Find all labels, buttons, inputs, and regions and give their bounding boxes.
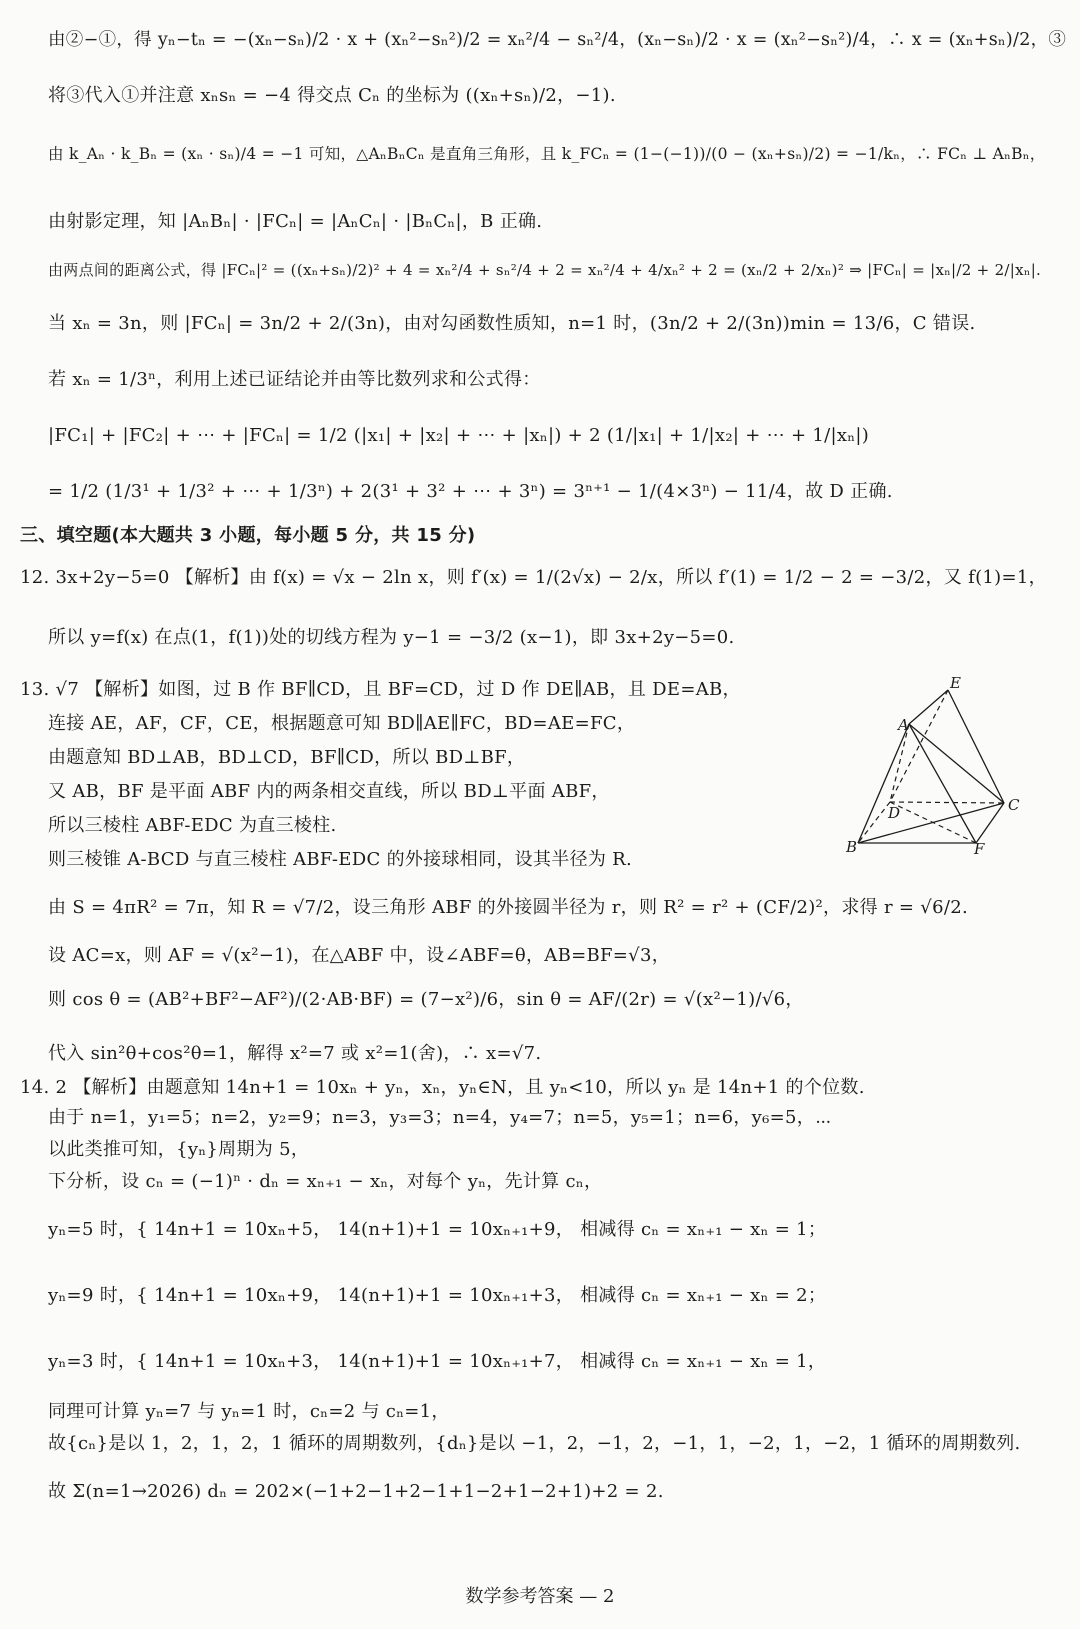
q13-line-5: 所以三棱柱 ABF-EDC 为直三棱柱. [48, 815, 337, 836]
q13-line-7: 由 S = 4πR² = 7π，知 R = √7/2，设三角形 ABF 的外接圆半径为 r，则 R² = r² + (CF/2)²，求得 r = √6/2. [48, 897, 968, 918]
q14-line-7: yₙ=3 时，{ 14n+1 = 10xₙ+3， 14(n+1)+1 = 10xₙ₊₁+7， 相减得 cₙ = xₙ₊₁ − xₙ = 1， [48, 1351, 827, 1372]
q13-line-4: 又 AB，BF 是平面 ABF 内的两条相交直线，所以 BD⊥平面 ABF， [48, 781, 610, 802]
q14-line-3: 以此类推可知，{yₙ}周期为 5， [48, 1139, 310, 1160]
vertex-label-b: B [846, 838, 858, 856]
q13-line-9: 则 cos θ = (AB²+BF²−AF²)/(2·AB·BF) = (7−x²)/6，sin θ = AF/(2r) = √(x²−1)/√6， [48, 989, 804, 1010]
vertex-label-e: E [950, 674, 961, 692]
vertex-label-c: C [1008, 796, 1020, 814]
vertex-label-a: A [898, 716, 909, 734]
q13-line-8: 设 AC=x，则 AF = √(x²−1)，在△ABF 中，设∠ABF=θ，AB=BF=√3， [48, 945, 671, 966]
section-title: 三、填空题(本大题共 3 小题，每小题 5 分，共 15 分) [20, 525, 476, 546]
q14-line-8: 同理可计算 yₙ=7 与 yₙ=1 时，cₙ=2 与 cₙ=1， [48, 1401, 450, 1422]
derivation-line-6: 当 xₙ = 3n，则 |FCₙ| = 3n/2 + 2/(3n)，由对勾函数性质知，n=1 时，(3n/2 + 2/(3n))min = 13/6，C 错误. [48, 313, 976, 334]
vertex-label-d: D [888, 804, 901, 822]
derivation-line-9: = 1/2 (1/3¹ + 1/3² + ⋯ + 1/3ⁿ) + 2(3¹ + 3² + ⋯ + 3ⁿ) = 3ⁿ⁺¹ − 1/(4×3ⁿ) − 11/4，故 D 正确. [48, 481, 893, 502]
derivation-line-3: 由 k_Aₙ · k_Bₙ = (xₙ · sₙ)/4 = −1 可知，△AₙBₙCₙ 是直角三角形，且 k_FCₙ = (1−(−1))/(0 − (xₙ+sₙ)/2) = −1/kₙ，∴ FCₙ ⊥ AₙBₙ， [48, 145, 1046, 163]
q14-line-10: 故 Σ(n=1→2026) dₙ = 202×(−1+2−1+2−1+1−2+1−2+1)+2 = 2. [48, 1481, 664, 1502]
q14-line-5: yₙ=5 时，{ 14n+1 = 10xₙ+5， 14(n+1)+1 = 10xₙ₊₁+9， 相减得 cₙ = xₙ₊₁ − xₙ = 1； [48, 1219, 827, 1240]
vertex-label-f: F [974, 840, 985, 858]
prism-figure [846, 674, 1063, 885]
q12-line-2: 所以 y=f(x) 在点(1，f(1))处的切线方程为 y−1 = −3/2 (x−1)，即 3x+2y−5=0. [48, 627, 735, 648]
derivation-line-4: 由射影定理，知 |AₙBₙ| · |FCₙ| = |AₙCₙ| · |BₙCₙ|，B 正确. [48, 211, 543, 232]
q13-line-1: 13. √7 【解析】如图，过 B 作 BF∥CD，且 BF=CD，过 D 作 DE∥AB，且 DE=AB， [20, 679, 741, 700]
q14-line-2: 由于 n=1，y₁=5；n=2，y₂=9；n=3，y₃=3；n=4，y₄=7；n=5，y₅=1；n=6，y₆=5，⋯ [48, 1107, 832, 1128]
q12-line-1: 12. 3x+2y−5=0 【解析】由 f(x) = √x − 2ln x，则 f′(x) = 1/(2√x) − 2/x，所以 f′(1) = 1/2 − 2 = −3/2，又 f(1)=1， [20, 567, 1047, 588]
q13-line-10: 代入 sin²θ+cos²θ=1，解得 x²=7 或 x²=1(舍)，∴ x=√7. [48, 1043, 542, 1064]
derivation-line-5: 由两点间的距离公式，得 |FCₙ|² = ((xₙ+sₙ)/2)² + 4 = xₙ²/4 + sₙ²/4 + 2 = xₙ²/4 + 4/xₙ² + 2 = (xₙ/2 + 2/xₙ)² ⇒ |FCₙ| = |xₙ|/2 + 2/|xₙ|. [48, 261, 1042, 279]
q14-line-9: 故{cₙ}是以 1，2，1，2，1 循环的周期数列，{dₙ}是以 −1，2，−1，2，−1，1，−2，1，−2，1 循环的周期数列. [48, 1433, 1021, 1454]
derivation-line-7: 若 xₙ = 1/3ⁿ，利用上述已证结论并由等比数列求和公式得： [48, 369, 541, 390]
derivation-line-1: 由②−①，得 yₙ−tₙ = −(xₙ−sₙ)/2 · x + (xₙ²−sₙ²)/2 = xₙ²/4 − sₙ²/4，(xₙ−sₙ)/2 · x = (xₙ²−sₙ²)/4，∴ x = (xₙ+sₙ)/2，③ [48, 30, 1067, 50]
q13-line-6: 则三棱锥 A-BCD 与直三棱柱 ABF-EDC 的外接球相同，设其半径为 R. [48, 849, 633, 870]
page-footer: 数学参考答案 — 2 [465, 1586, 615, 1607]
q14-line-1: 14. 2 【解析】由题意知 14n+1 = 10xₙ + yₙ，xₙ，yₙ∈N，且 yₙ<10，所以 yₙ 是 14n+1 的个位数. [20, 1077, 865, 1098]
derivation-line-8: |FC₁| + |FC₂| + ⋯ + |FCₙ| = 1/2 (|x₁| + |x₂| + ⋯ + |xₙ|) + 2 (1/|x₁| + 1/|x₂| + ⋯ + 1/|xₙ|) [48, 425, 870, 446]
q13-line-2: 连接 AE，AF，CF，CE，根据题意可知 BD∥AE∥FC，BD=AE=FC， [48, 713, 636, 734]
q14-line-4: 下分析，设 cₙ = (−1)ⁿ · dₙ = xₙ₊₁ − xₙ，对每个 yₙ，先计算 cₙ， [48, 1171, 603, 1192]
q14-line-6: yₙ=9 时，{ 14n+1 = 10xₙ+9， 14(n+1)+1 = 10xₙ₊₁+3， 相减得 cₙ = xₙ₊₁ − xₙ = 2； [48, 1285, 827, 1306]
derivation-line-2: 将③代入①并注意 xₙsₙ = −4 得交点 Cₙ 的坐标为 ((xₙ+sₙ)/2，−1). [48, 85, 616, 106]
q13-line-3: 由题意知 BD⊥AB，BD⊥CD，BF∥CD，所以 BD⊥BF， [48, 747, 526, 768]
